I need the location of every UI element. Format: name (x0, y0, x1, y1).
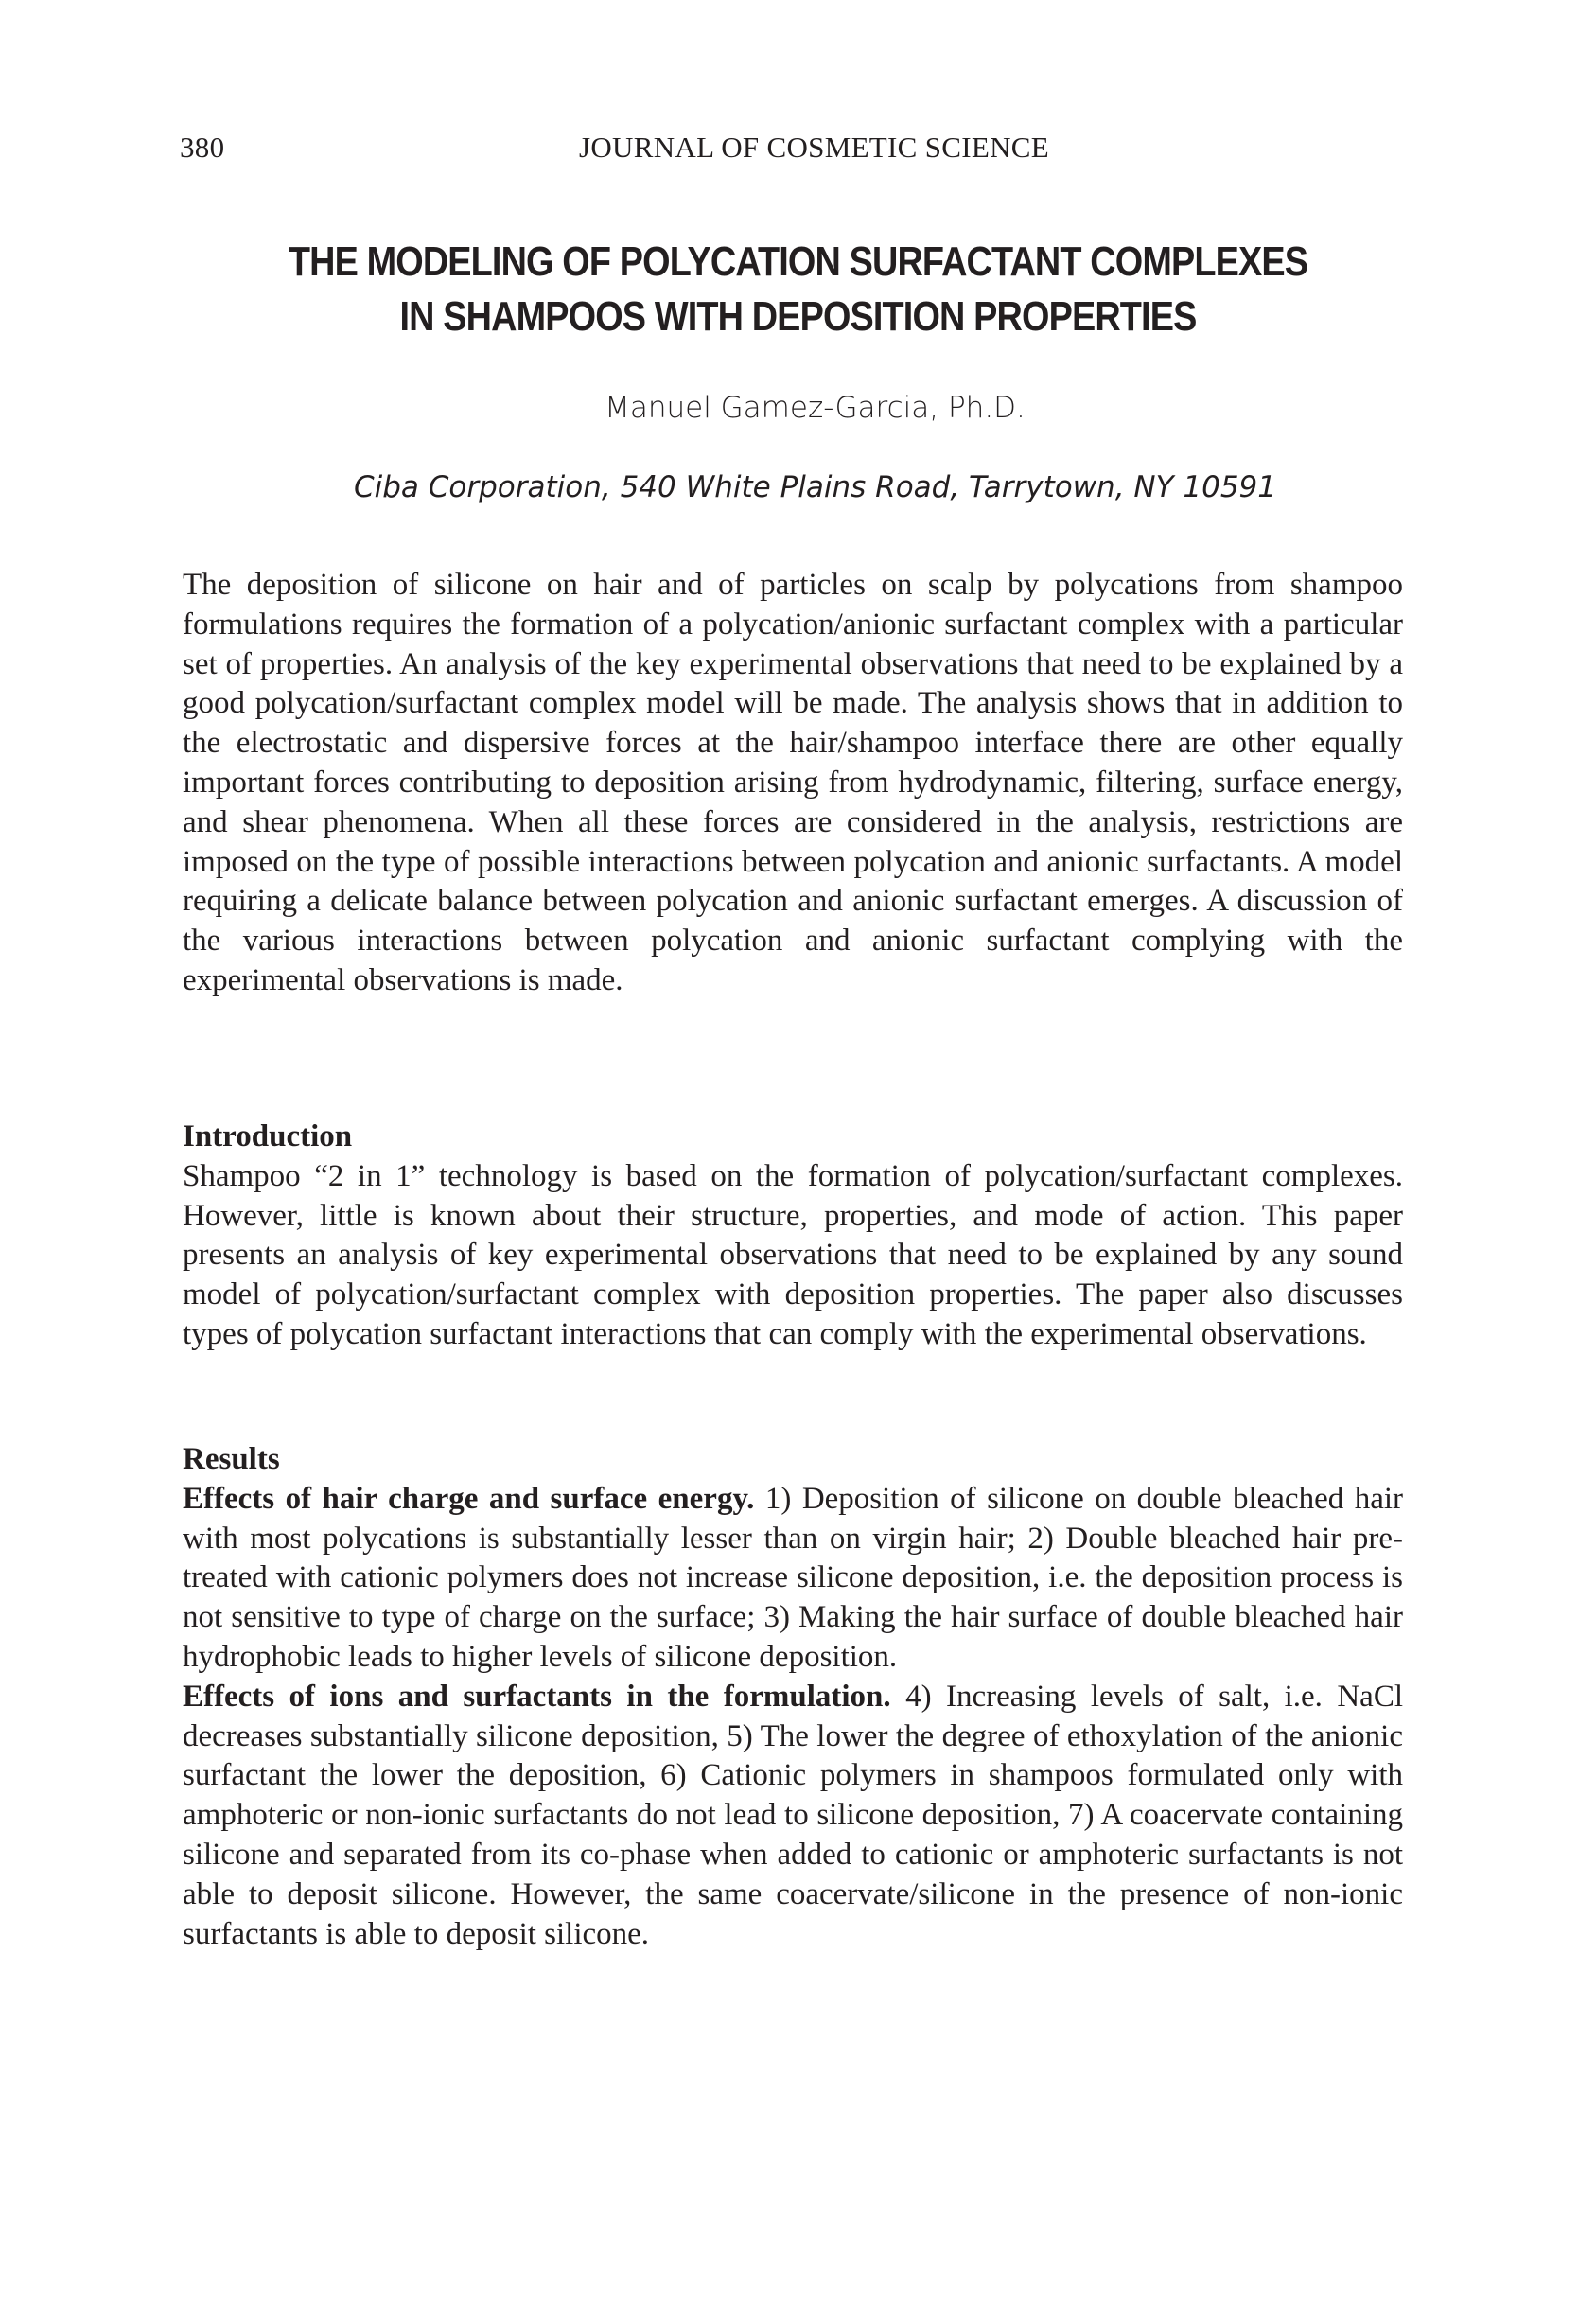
paragraph-text: 4) Increasing levels of salt, i.e. NaCl decreases substantially silicone deposition, 5) The lower the degree of ethoxylation of the anionic surfactant the lower the deposition, 6) Cationic polymers in shampoos formulated only with amphoteric or non-ionic surfactants do not lead to silicone deposition, 7) A coacervate containing silicone and separated from its co-phase when added to cationic or amphoteric surfactants is not able to deposit silicone. However, the same coacervate/silicone in the presence of non-ionic surfactants is able to deposit silicone. (183, 1679, 1403, 1951)
results-section (183, 1440, 1403, 1954)
run-in-heading: Effects of hair charge and surface energy. (183, 1481, 755, 1516)
results-paragraph (183, 1678, 1403, 1955)
title-line-1: THE MODELING OF POLYCATION SURFACTANT COMPLEXES (288, 238, 1308, 285)
author-name: Manuel Gamez-Garcia, Ph.D. (605, 391, 1026, 425)
results-paragraph (183, 1480, 1403, 1678)
section-heading-introduction: Introduction (183, 1119, 353, 1153)
introduction-section (183, 1118, 1403, 1355)
running-header (180, 131, 1416, 168)
title-line-2: IN SHAMPOOS WITH DEPOSITION PROPERTIES (399, 293, 1197, 340)
abstract-text: The deposition of silicone on hair and of particles on scalp by polycations from shampoo formulations requires the formation of a polycation/anionic surfactant complex with a particular set of properties. An analysis of the key experimental observations that need to be explained by a good polycation/surfactant complex model will be made. The analysis shows that in addition to the electrostatic and dispersive forces at the hair/shampoo interface there are other equally important forces contributing to deposition arising from hydrodynamic, filtering, surface energy, and shear phenomena. When all these forces are considered in the analysis, restrictions are imposed on the type of possible interactions between polycation and anionic surfactants. A model requiring a delicate balance between polycation and anionic surfactant emerges. A discussion of the various interactions between polycation and anionic surfactant complying with the experimental observations is made. (183, 568, 1403, 997)
run-in-heading: Effects of ions and surfactants in the formulation. (183, 1679, 891, 1714)
journal-name: JOURNAL OF COSMETIC SCIENCE (579, 131, 1049, 164)
paragraph-text: 1) Deposition of silicone on double bleached hair with most polycations is substantially lesser than on virgin hair; 2) Double bleached hair pre-treated with cationic polymers does not increase silicone deposition, i.e. the deposition process is not sensitive to type of charge on the surface; 3) Making the hair surface of double bleached hair hydrophobic leads to higher levels of silicone deposition. (183, 1481, 1403, 1674)
author-affiliation: Ciba Corporation, 540 White Plains Road, Tarrytown, NY 10591 (353, 470, 1277, 504)
article-title (0, 235, 1596, 344)
abstract (183, 566, 1403, 1001)
section-heading-results: Results (183, 1442, 280, 1476)
introduction-text: Shampoo “2 in 1” technology is based on the formation of polycation/surfactant complexes. However, little is known about their structure, properties, and mode of action. This paper presents an analysis of key experimental observations that need to be explained by any sound model of polycation/surfactant complex with deposition properties. The paper also discusses types of polycation surfactant interactions that can comply with the experimental observations. (183, 1158, 1403, 1351)
page-number: 380 (180, 131, 225, 164)
